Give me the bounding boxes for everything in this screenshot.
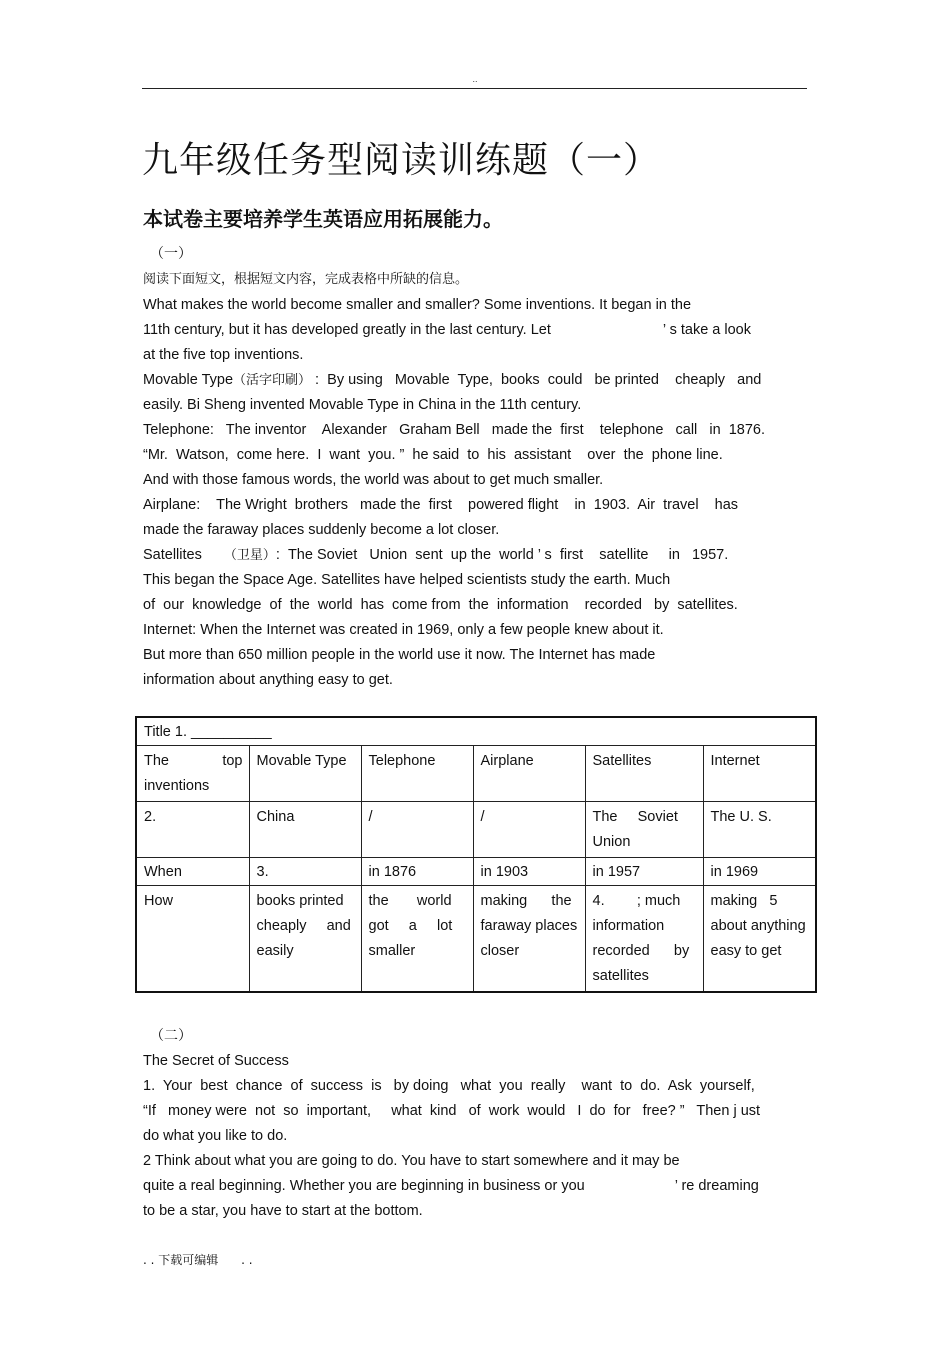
- passage-line: of our knowledge of the world has come from the information recorded by satellites.: [143, 597, 738, 613]
- passage-line: 1. Your best chance of success is by doing what you really want to do. Ask yourself,: [143, 1078, 755, 1094]
- passage-line-airplane: Airplane: The Wright brothers made the first powered flight in 1903. Air travel has: [143, 497, 739, 513]
- passage-line: [143, 321, 751, 339]
- table-title-cell: Title 1. __________: [136, 717, 816, 746]
- passage-line: do what you like to do.: [143, 1128, 288, 1144]
- table-row: [136, 802, 816, 858]
- table-cell: making the faraway places closer: [473, 886, 585, 993]
- section-2-mark: （二）: [150, 1028, 192, 1044]
- passage-fragment: ’ s take a look: [662, 322, 751, 338]
- passage-fragment: Satellites: [143, 547, 202, 563]
- table-cell: The U. S.: [703, 802, 816, 858]
- page-subtitle: 本试卷主要培养学生英语应用拓展能力。: [143, 207, 503, 231]
- table-cell: Satellites: [585, 746, 703, 802]
- passage-line-satellites: [143, 546, 728, 565]
- page-title: 九年级任务型阅读训练题（一）: [142, 140, 661, 181]
- passage-line: What makes the world become smaller and smaller? Some inventions. It began in the: [143, 297, 692, 313]
- table-cell: 4. ; much information recorded by satellites: [585, 886, 703, 993]
- table-cell: Internet: [703, 746, 816, 802]
- table-cell: How: [136, 886, 249, 993]
- header-rule: [142, 88, 807, 89]
- table-row: [136, 886, 816, 993]
- table-cell: When: [136, 858, 249, 886]
- table-cell: 2.: [136, 802, 249, 858]
- table-cell: in 1969: [703, 858, 816, 886]
- section-1-mark: （一）: [150, 246, 192, 262]
- table-cell: The top inventions: [136, 746, 249, 802]
- table-cell: Telephone: [361, 746, 473, 802]
- passage-line-movable-type: [143, 371, 761, 390]
- table-cell: China: [249, 802, 361, 858]
- table-cell: /: [473, 802, 585, 858]
- table-cell: Airplane: [473, 746, 585, 802]
- passage-line: easily. Bi Sheng invented Movable Type in China in the 11th century.: [143, 397, 582, 413]
- table-title-row: [136, 717, 816, 746]
- table-cell: books printed cheaply and easily: [249, 886, 361, 993]
- passage-line: “Mr. Watson, come here. I want you. ” he said to his assistant over the phone line.: [143, 447, 723, 463]
- passage-fragment: quite a real beginning. Whether you are beginning in business or you: [143, 1178, 585, 1194]
- section-2-title: The Secret of Success: [143, 1053, 289, 1069]
- passage-fragment: 11th century, but it has developed greatly in the last century. Let: [143, 322, 551, 338]
- table-cell: 3.: [249, 858, 361, 886]
- table-cell: Movable Type: [249, 746, 361, 802]
- passage-fragment-cn: （卫星）: [223, 548, 276, 563]
- passage-fragment-cn: （活字印刷）: [233, 373, 312, 388]
- table-cell: in 1876: [361, 858, 473, 886]
- passage-line: But more than 650 million people in the world use it now. The Internet has made: [143, 647, 656, 663]
- passage-line: made the faraway places suddenly become a lot closer.: [143, 522, 500, 538]
- table-cell: in 1903: [473, 858, 585, 886]
- passage-fragment: : The Soviet Union sent up the world ’ s first satellite in 1957.: [275, 547, 729, 563]
- passage-line: [143, 1177, 759, 1195]
- passage-line-internet: Internet: When the Internet was created in 1969, only a few people knew about it.: [143, 622, 664, 638]
- passage-line: And with those famous words, the world was about to get much smaller.: [143, 472, 604, 488]
- passage-line-telephone: Telephone: The inventor Alexander Graham Bell made the first telephone call in 1876.: [143, 422, 765, 438]
- table-cell: The Soviet Union: [585, 802, 703, 858]
- passage-line: 2 Think about what you are going to do. You have to start somewhere and it may be: [143, 1153, 680, 1169]
- table-cell: in 1957: [585, 858, 703, 886]
- passage-fragment: ’ re dreaming: [674, 1178, 759, 1194]
- passage-line: at the five top inventions.: [143, 347, 304, 363]
- passage-line: to be a star, you have to start at the bottom.: [143, 1203, 423, 1219]
- table-cell: the world got a lot smaller: [361, 886, 473, 993]
- table-cell: /: [361, 802, 473, 858]
- passage-fragment: Movable Type: [143, 372, 234, 388]
- table-cell: making 5 about anything easy to get: [703, 886, 816, 993]
- header-mark: ..: [472, 74, 478, 84]
- table-row: [136, 746, 816, 802]
- section-1-instruction: 阅读下面短文，根据短文内容，完成表格中所缺的信息。: [143, 272, 469, 287]
- table-row: [136, 858, 816, 886]
- inventions-table: [135, 716, 817, 993]
- passage-fragment: : By using Movable Type, books could be printed cheaply and: [311, 372, 762, 388]
- passage-line: information about anything easy to get.: [143, 672, 393, 688]
- page-footer: . . 下载可编辑 . .: [143, 1253, 253, 1267]
- passage-line: This began the Space Age. Satellites have helped scientists study the earth. Much: [143, 572, 671, 588]
- passage-line: “If money were not so important, what kind of work would I do for free? ” Then j ust: [143, 1103, 761, 1119]
